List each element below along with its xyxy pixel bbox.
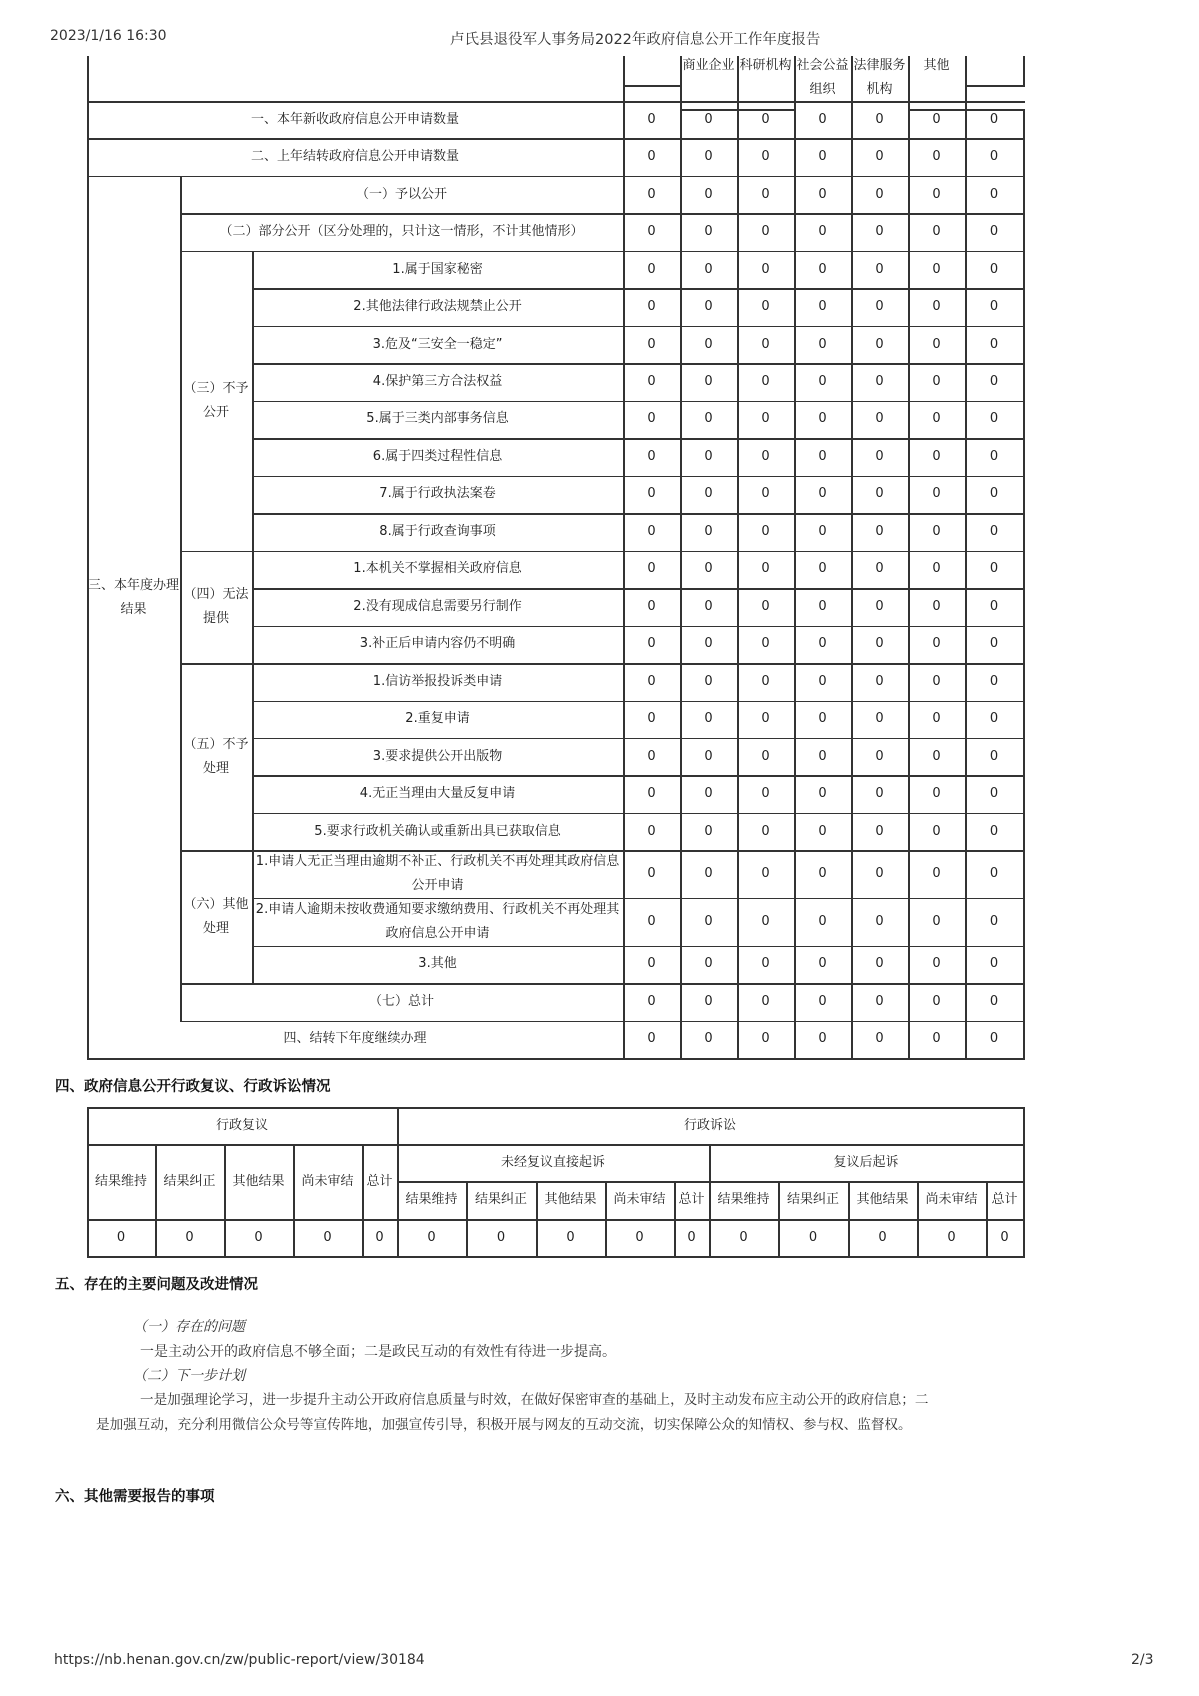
table-cell-value: 0	[932, 598, 941, 614]
column-header	[680, 54, 737, 100]
table-cell-value: 0	[818, 711, 827, 727]
table-cell-value: 0	[875, 149, 884, 165]
row-label: 二、上年结转政府信息公开申请数量	[250, 149, 459, 165]
table-cell-value: 0	[704, 186, 713, 202]
table-cell-value: 0	[818, 913, 827, 929]
table-cell-value: 0	[761, 448, 770, 464]
table-cell-value: 0	[704, 1031, 713, 1047]
row-label: 2.其他法律行政法规禁止公开	[353, 299, 522, 315]
direct-suit-header: 未经复议直接起诉	[500, 1154, 605, 1170]
table-cell-value: 0	[761, 748, 770, 764]
table-cell-value: 0	[875, 956, 884, 972]
table-cell-value: 0	[704, 523, 713, 539]
row-label: 3.危及“三安全一稳定”	[372, 336, 503, 352]
table-rule	[252, 251, 254, 983]
table-cell-value: 0	[647, 336, 656, 352]
table-cell-value: 0	[818, 448, 827, 464]
table-cell-value: 0	[704, 486, 713, 502]
table-cell-value: 0	[989, 636, 999, 652]
subgroup-label-g4	[180, 551, 252, 663]
table-cell-value: 0	[932, 149, 941, 165]
table-cell-value: 0	[932, 523, 941, 539]
group-label-results	[87, 176, 180, 1021]
table-cell-value: 0	[818, 111, 827, 127]
direct-value: 0	[496, 1229, 506, 1245]
table-cell-value: 0	[818, 261, 827, 277]
subgroup-label-g5	[180, 663, 252, 850]
table-cell-value: 0	[704, 561, 713, 577]
table-cell-value: 0	[875, 411, 884, 427]
table-cell-value: 0	[875, 1031, 884, 1047]
table-cell-value: 0	[875, 523, 884, 539]
review-value: 0	[254, 1229, 263, 1245]
table-cell-value: 0	[761, 224, 770, 240]
table-cell-value: 0	[989, 786, 999, 802]
table-cell-value: 0	[932, 448, 941, 464]
table-cell-value: 0	[932, 486, 941, 502]
review-sub-header: 尚未审结	[301, 1173, 354, 1189]
direct-value: 0	[687, 1229, 696, 1245]
review-header: 行政复议	[215, 1117, 268, 1133]
plan-text-line1: 一是加强理论学习，进一步提升主动公开政府信息质量与时效，在做好保密审查的基础上，及时主动发布应主动公开的政府信息；二	[140, 1392, 929, 1408]
row-label: 4.保护第三方合法权益	[372, 374, 503, 390]
table-cell-value: 0	[704, 636, 713, 652]
table-cell-value: 0	[989, 261, 999, 277]
table-cell-value: 0	[818, 336, 827, 352]
subgroup-label-text: （三）不予	[183, 380, 249, 396]
review-sub-header: 结果维持	[94, 1173, 147, 1189]
plan-heading: （二）下一步计划	[133, 1368, 245, 1384]
table-cell-value: 0	[647, 224, 656, 240]
table-cell-value: 0	[989, 111, 999, 127]
table-cell-value: 0	[761, 598, 770, 614]
table-cell-value: 0	[647, 186, 656, 202]
table-cell-value: 0	[818, 486, 827, 502]
table-rule	[1023, 56, 1025, 86]
table-cell-value: 0	[761, 261, 770, 277]
after-review-value: 0	[878, 1229, 887, 1245]
table-cell-value: 0	[704, 149, 713, 165]
table-cell-value: 0	[761, 711, 770, 727]
table-cell-value: 0	[932, 1031, 941, 1047]
subgroup-label-text: 提供	[202, 610, 229, 626]
after-review-sub-header: 结果维持	[717, 1192, 770, 1207]
row-label-text: 政府信息公开申请	[385, 925, 490, 941]
table-cell-value: 0	[989, 149, 999, 165]
table-cell-value: 0	[647, 261, 656, 277]
table-cell-value: 0	[761, 823, 770, 839]
table-cell-value: 0	[989, 673, 999, 689]
after-review-value: 0	[808, 1229, 818, 1245]
column-header	[737, 54, 794, 100]
row-label: （一）予以公开	[355, 186, 447, 202]
review-value: 0	[116, 1229, 126, 1245]
table-cell-value: 0	[647, 786, 656, 802]
table-cell-value: 0	[818, 299, 827, 315]
table-cell-value: 0	[932, 336, 941, 352]
table-cell-value: 0	[875, 823, 884, 839]
column-header-text: 机构	[866, 82, 893, 97]
table-cell-value: 0	[875, 711, 884, 727]
page-footer-page-number: 2/3	[1131, 1652, 1154, 1668]
table-cell-value: 0	[647, 561, 656, 577]
group-label-text: 结果	[120, 602, 147, 618]
row-label-text: 2.申请人逾期未按收费通知要求缴纳费用、行政机关不再处理其	[255, 901, 620, 917]
column-header	[851, 54, 908, 100]
table-cell-value: 0	[704, 598, 713, 614]
row-label-text: 1.申请人无正当理由逾期不补正、行政机关不再处理其政府信息	[255, 854, 620, 870]
row-label: 5.属于三类内部事务信息	[366, 411, 509, 427]
subgroup-label-text: （五）不予	[183, 736, 249, 752]
table-cell-value: 0	[761, 913, 770, 929]
table-cell-value: 0	[932, 299, 941, 315]
table-cell-value: 0	[932, 956, 941, 972]
table-cell-value: 0	[989, 913, 999, 929]
table-cell-value: 0	[989, 299, 999, 315]
table-cell-value: 0	[875, 336, 884, 352]
table-cell-value: 0	[932, 993, 941, 1009]
after-review-value: 0	[1000, 1229, 1009, 1245]
table-cell-value: 0	[875, 224, 884, 240]
table-cell-value: 0	[647, 1031, 656, 1047]
column-header-text: 法律服务	[853, 58, 906, 73]
table-cell-value: 0	[989, 748, 999, 764]
row-label: 4.无正当理由大量反复申请	[359, 786, 516, 802]
table-cell-value: 0	[704, 299, 713, 315]
table-cell-value: 0	[761, 1031, 770, 1047]
table-cell-value: 0	[704, 111, 713, 127]
table-cell-value: 0	[647, 111, 656, 127]
after-review-value: 0	[739, 1229, 748, 1245]
after-review-sub-header: 总计	[991, 1192, 1018, 1207]
table-cell-value: 0	[761, 149, 770, 165]
table-cell-value: 0	[875, 673, 884, 689]
table-cell-value: 0	[932, 186, 941, 202]
table-cell-value: 0	[818, 866, 827, 882]
table-cell-value: 0	[704, 823, 713, 839]
table-cell-value: 0	[989, 224, 999, 240]
table-cell-value: 0	[932, 913, 941, 929]
group-label-text: 三、本年度办理	[87, 578, 179, 594]
table-rule	[180, 983, 254, 985]
table-cell-value: 0	[647, 411, 656, 427]
subgroup-label-text: 公开	[202, 404, 229, 420]
table-cell-value: 0	[704, 261, 713, 277]
row-label: 1.信访举报投诉类申请	[372, 673, 503, 689]
table-cell-value: 0	[818, 748, 827, 764]
row-label	[252, 898, 623, 946]
table-cell-value: 0	[989, 186, 999, 202]
column-header-text: 科研机构	[739, 58, 792, 73]
direct-value: 0	[566, 1229, 575, 1245]
table-cell-value: 0	[818, 523, 827, 539]
column-header-text: 组织	[809, 82, 836, 97]
row-label: 2.没有现成信息需要另行制作	[353, 598, 522, 614]
table-cell-value: 0	[875, 993, 884, 1009]
page-header-datetime: 2023/1/16 16:30	[50, 28, 167, 44]
table-cell-value: 0	[989, 486, 999, 502]
row-label: 1.属于国家秘密	[392, 261, 483, 277]
row-label: 3.补正后申请内容仍不明确	[359, 636, 516, 652]
table-cell-value: 0	[704, 866, 713, 882]
page-header-title: 卢氏县退役军人事务局2022年政府信息公开工作年度报告	[450, 32, 821, 48]
table-cell-value: 0	[989, 448, 999, 464]
after-review-sub-header: 尚未审结	[925, 1192, 978, 1207]
column-header-text: 商业企业	[682, 58, 735, 73]
problems-heading: （一）存在的问题	[133, 1319, 245, 1335]
table-cell-value: 0	[647, 956, 656, 972]
table-cell-value: 0	[932, 374, 941, 390]
table-cell-value: 0	[875, 913, 884, 929]
table-cell-value: 0	[704, 786, 713, 802]
table-cell-value: 0	[818, 636, 827, 652]
table-cell-value: 0	[647, 748, 656, 764]
table-rule	[87, 1058, 1025, 1060]
table-cell-value: 0	[647, 636, 656, 652]
page-footer-url: https://nb.henan.gov.cn/zw/public-report/view/30184	[54, 1652, 425, 1668]
row-label: 一、本年新收政府信息公开申请数量	[250, 111, 459, 127]
table-cell-value: 0	[647, 823, 656, 839]
subgroup-label-text: （四）无法	[183, 586, 249, 602]
table-cell-value: 0	[875, 786, 884, 802]
table-cell-value: 0	[761, 956, 770, 972]
table-cell-value: 0	[647, 486, 656, 502]
table-cell-value: 0	[989, 411, 999, 427]
table-cell-value: 0	[818, 786, 827, 802]
direct-sub-header: 其他结果	[544, 1192, 597, 1207]
row-label: 1.本机关不掌握相关政府信息	[353, 561, 522, 577]
table-rule	[965, 85, 1025, 87]
table-cell-value: 0	[761, 336, 770, 352]
review-sub-header: 结果纠正	[163, 1173, 216, 1189]
direct-sub-header: 总计	[678, 1192, 705, 1207]
table-rule	[87, 1256, 1025, 1258]
table-cell-value: 0	[932, 261, 941, 277]
row-label: 3.要求提供公开出版物	[372, 748, 503, 764]
table-cell-value: 0	[818, 561, 827, 577]
table-cell-value: 0	[989, 561, 999, 577]
subgroup-label-g3	[180, 251, 252, 551]
review-value: 0	[323, 1229, 332, 1245]
table-cell-value: 0	[875, 448, 884, 464]
table-cell-value: 0	[761, 993, 770, 1009]
column-header	[794, 54, 851, 100]
after-review-sub-header: 结果纠正	[786, 1192, 839, 1207]
subgroup-label-text: 处理	[202, 760, 229, 776]
table-cell-value: 0	[761, 486, 770, 502]
table-cell-value: 0	[647, 711, 656, 727]
section6-title: 六、其他需要报告的事项	[55, 1489, 215, 1505]
table-cell-value: 0	[647, 913, 656, 929]
table-cell-value: 0	[989, 336, 999, 352]
table-cell-value: 0	[989, 956, 999, 972]
table-cell-value: 0	[761, 111, 770, 127]
direct-value: 0	[635, 1229, 644, 1245]
table-cell-value: 0	[875, 561, 884, 577]
row-label: （七）总计	[368, 993, 434, 1009]
table-cell-value: 0	[647, 448, 656, 464]
table-cell-value: 0	[875, 299, 884, 315]
table-cell-value: 0	[704, 913, 713, 929]
table-cell-value: 0	[647, 523, 656, 539]
table-cell-value: 0	[989, 598, 999, 614]
table-cell-value: 0	[932, 823, 941, 839]
row-label: 四、结转下年度继续办理	[283, 1031, 427, 1047]
row-label: 7.属于行政执法案卷	[379, 486, 496, 502]
table-cell-value: 0	[818, 186, 827, 202]
table-cell-value: 0	[932, 866, 941, 882]
table-cell-value: 0	[875, 748, 884, 764]
row-label: 8.属于行政查询事项	[379, 523, 496, 539]
table-cell-value: 0	[932, 711, 941, 727]
problems-text: 一是主动公开的政府信息不够全面；二是政民互动的有效性有待进一步提高。	[140, 1344, 616, 1360]
table-cell-value: 0	[761, 866, 770, 882]
table-cell-value: 0	[647, 673, 656, 689]
after-review-value: 0	[947, 1229, 956, 1245]
table-cell-value: 0	[704, 411, 713, 427]
table-cell-value: 0	[761, 411, 770, 427]
subgroup-label-text: （六）其他	[183, 896, 249, 912]
table-cell-value: 0	[704, 448, 713, 464]
review-value: 0	[375, 1229, 384, 1245]
table-cell-value: 0	[989, 711, 999, 727]
table-cell-value: 0	[989, 993, 999, 1009]
table-cell-value: 0	[989, 1031, 999, 1047]
table-cell-value: 0	[761, 374, 770, 390]
table-cell-value: 0	[875, 261, 884, 277]
table-cell-value: 0	[818, 374, 827, 390]
table-cell-value: 0	[647, 374, 656, 390]
table-cell-value: 0	[761, 523, 770, 539]
table-cell-value: 0	[932, 111, 941, 127]
table-cell-value: 0	[932, 411, 941, 427]
table-cell-value: 0	[818, 149, 827, 165]
section4-title: 四、政府信息公开行政复议、行政诉讼情况	[55, 1079, 331, 1095]
direct-sub-header: 尚未审结	[613, 1192, 666, 1207]
table-cell-value: 0	[647, 149, 656, 165]
table-cell-value: 0	[761, 786, 770, 802]
direct-value: 0	[427, 1229, 436, 1245]
column-header	[908, 54, 965, 100]
table-cell-value: 0	[989, 866, 999, 882]
row-label: 6.属于四类过程性信息	[372, 448, 503, 464]
table-cell-value: 0	[818, 1031, 827, 1047]
row-label: 2.重复申请	[405, 711, 470, 727]
table-cell-value: 0	[989, 374, 999, 390]
table-cell-value: 0	[818, 823, 827, 839]
table-cell-value: 0	[818, 598, 827, 614]
table-cell-value: 0	[875, 636, 884, 652]
row-label: （二）部分公开（区分处理的，只计这一情形，不计其他情形）	[219, 224, 584, 240]
table-cell-value: 0	[818, 956, 827, 972]
subgroup-label-g6	[180, 850, 252, 983]
table-cell-value: 0	[761, 561, 770, 577]
direct-sub-header: 结果纠正	[474, 1192, 527, 1207]
table-cell-value: 0	[761, 673, 770, 689]
table-cell-value: 0	[761, 636, 770, 652]
table-cell-value: 0	[875, 486, 884, 502]
direct-sub-header: 结果维持	[405, 1192, 458, 1207]
table-cell-value: 0	[704, 993, 713, 1009]
table-cell-value: 0	[704, 673, 713, 689]
table-cell-value: 0	[647, 866, 656, 882]
row-label: 3.其他	[418, 956, 457, 972]
table-cell-value: 0	[989, 523, 999, 539]
table-cell-value: 0	[647, 299, 656, 315]
litigation-header: 行政诉讼	[683, 1117, 736, 1133]
review-value: 0	[185, 1229, 194, 1245]
table-cell-value: 0	[818, 993, 827, 1009]
table-cell-value: 0	[704, 711, 713, 727]
row-label-text: 公开申请	[411, 878, 464, 894]
after-review-sub-header: 其他结果	[856, 1192, 909, 1207]
subgroup-label-text: 处理	[202, 920, 229, 936]
table-cell-value: 0	[704, 374, 713, 390]
table-cell-value: 0	[818, 224, 827, 240]
table-cell-value: 0	[932, 748, 941, 764]
row-label	[252, 850, 623, 898]
review-sub-header: 其他结果	[232, 1173, 285, 1189]
column-header-text: 其他	[923, 58, 950, 73]
table-cell-value: 0	[932, 224, 941, 240]
table-cell-value: 0	[704, 224, 713, 240]
row-label: 5.要求行政机关确认或重新出具已获取信息	[314, 823, 561, 839]
table-cell-value: 0	[875, 374, 884, 390]
table-cell-value: 0	[647, 993, 656, 1009]
plan-text-line2: 是加强互动，充分利用微信公众号等宣传阵地，加强宣传引导，积极开展与网友的互动交流，切实保障公众的知情权、参与权、监督权。	[96, 1417, 912, 1433]
table-cell-value: 0	[704, 336, 713, 352]
table-cell-value: 0	[875, 866, 884, 882]
table-cell-value: 0	[875, 598, 884, 614]
review-sub-header: 总计	[366, 1173, 393, 1189]
table-cell-value: 0	[989, 823, 999, 839]
table-cell-value: 0	[875, 111, 884, 127]
table-cell-value: 0	[875, 186, 884, 202]
table-rule	[623, 85, 682, 87]
table-cell-value: 0	[818, 673, 827, 689]
section5-title: 五、存在的主要问题及改进情况	[55, 1277, 258, 1293]
column-header-text: 社会公益	[796, 58, 849, 73]
after-review-suit-header: 复议后起诉	[833, 1154, 899, 1170]
table-cell-value: 0	[761, 299, 770, 315]
table-cell-value: 0	[932, 673, 941, 689]
table-cell-value: 0	[818, 411, 827, 427]
table-cell-value: 0	[704, 748, 713, 764]
table-cell-value: 0	[932, 786, 941, 802]
table-cell-value: 0	[647, 598, 656, 614]
table-cell-value: 0	[761, 186, 770, 202]
table-rule	[1023, 1107, 1025, 1256]
table-cell-value: 0	[932, 561, 941, 577]
table-cell-value: 0	[704, 956, 713, 972]
table-cell-value: 0	[932, 636, 941, 652]
